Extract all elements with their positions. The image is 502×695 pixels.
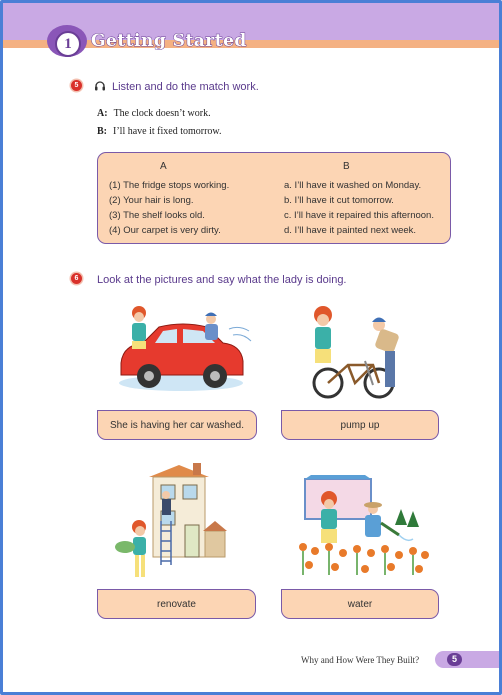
column-b-header: B [343,161,350,172]
match-item-b-b: b. I’ll have it cut tomorrow. [284,195,394,206]
section6-instruction: Look at the pictures and say what the lady is doing. [97,274,347,286]
match-item-b-d: d. I’ll have it painted next week. [284,225,417,236]
footer-unit-title: Why and How Were They Built? [301,655,420,665]
caption-pump-up: pump up [281,410,439,440]
unit-number: 1 [55,31,81,57]
match-table [97,152,451,244]
dialogue-text-b: I’ll have it fixed tomorrow. [113,126,222,137]
caption-car-wash: She is having her car washed. [97,410,257,440]
match-item-b-a: a. I’ll have it washed on Monday. [284,180,422,191]
page-title: Getting Started [91,31,247,51]
dialogue-line-b [97,126,222,137]
speaker-a: A: [97,108,108,119]
dialogue-line-a [97,108,211,119]
dialogue-text-a: The clock doesn’t work. [113,108,211,119]
match-item-a1: (1) The fridge stops working. [109,180,230,191]
page-number: 5 [447,653,462,666]
match-item-a3: (3) The shelf looks old. [109,210,205,221]
match-item-b-c: c. I’ll have it repaired this afternoon. [284,210,434,221]
bicycle-illustration [303,303,421,403]
car-wash-illustration [111,301,259,401]
match-item-a2: (2) Your hair is long. [109,195,194,206]
section5-instruction: Listen and do the match work. [112,81,259,93]
section-number-5: 5 [71,80,82,91]
caption-water: water [281,589,439,619]
caption-renovate: renovate [97,589,256,619]
section-number-6: 6 [71,273,82,284]
column-a-header: A [160,161,167,172]
speaker-b: B: [97,126,107,137]
house-illustration [113,461,241,589]
garden-illustration [295,475,435,581]
footer-tab [435,651,499,668]
headphones-icon [94,80,106,92]
match-item-a4: (4) Our carpet is very dirty. [109,225,221,236]
